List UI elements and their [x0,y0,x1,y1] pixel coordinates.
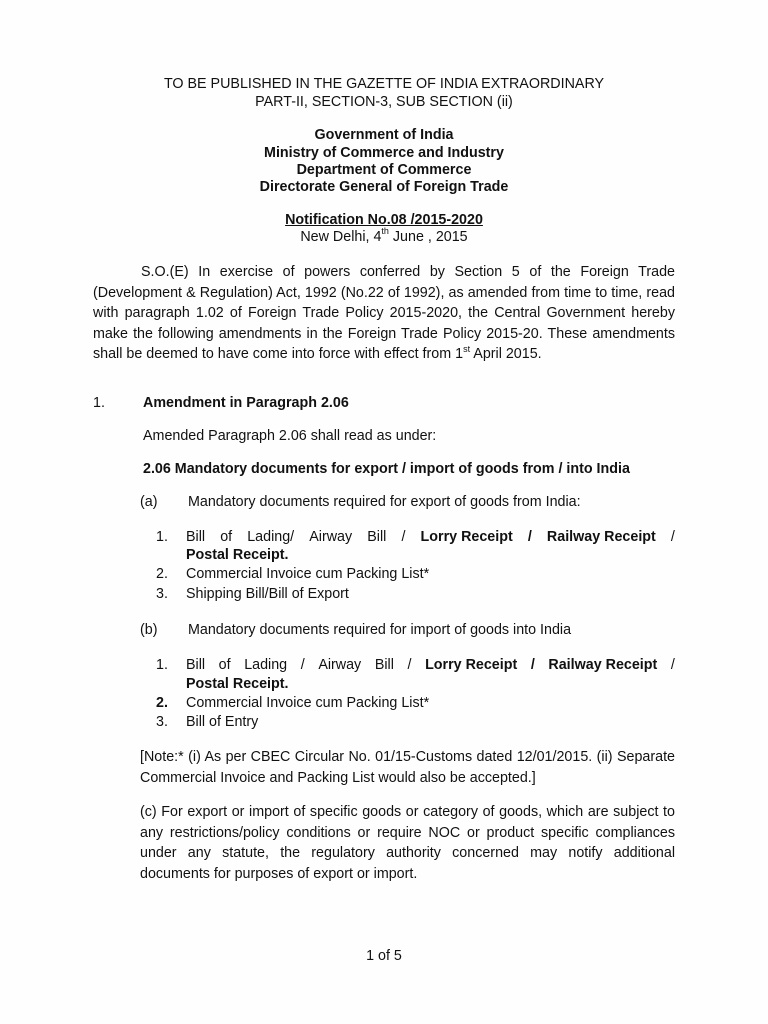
notification-place: New Delhi, 4 [300,229,382,245]
part-a-item1-line2: Postal Receipt. [186,547,289,563]
part-a-item3-text: Shipping Bill/Bill of Export [186,586,349,602]
part-a-item2-num: 2. [156,566,168,582]
part-a-item1-num: 1. [156,529,168,545]
word: Bill [186,657,206,673]
part-b-item2-num: 2. [156,695,168,711]
word: / [401,529,406,545]
lorry-receipt: Lorry Receipt [420,529,513,545]
preamble-tail: April 2015. [470,346,542,363]
word: / [300,657,305,673]
part-a-item2-text: Commercial Invoice cum Packing List* [186,566,430,582]
authority-government: Government of India [314,127,454,143]
part-b-text: Mandatory documents required for import of goods into India [188,622,572,638]
part-a-item1-line1 [186,529,675,545]
part-b-item2-text: Commercial Invoice cum Packing List* [186,695,430,711]
separator: / [527,529,532,545]
preamble-paragraph [93,262,675,365]
word: Bill [367,529,387,545]
railway-receipt: Railway Receipt [548,657,658,673]
lorry-receipt: Lorry Receipt [425,657,518,673]
note-paragraph: [Note:* (i) As per CBEC Circular No. 01/15-Customs dated 12/01/2015. (ii) Separate Commercial Invoice and Packing List would also be accepted.] [140,749,675,786]
notification-date [0,226,768,245]
part-a-text: Mandatory documents required for export of goods from India: [188,494,581,510]
part-c-paragraph: (c) For export or import of specific goods or category of goods, which are subject to any restrictions/policy conditions or require NOC or product specific compliances under any statute, the regulatory authority concerned may notify additional documents for purposes of export or import. [140,804,675,882]
notification-number: Notification No.08 /2015-2020 [285,212,483,228]
authority-directorate: Directorate General of Foreign Trade [259,179,509,195]
word: of [218,657,231,673]
section-number: 1. [93,395,105,411]
part-b-item3-num: 3. [156,714,168,730]
part-b-item1-num: 1. [156,657,168,673]
separator: / [670,529,675,545]
preamble-superscript: st [463,343,471,354]
part-a-label: (a) [140,494,158,510]
word: Airway [309,529,353,545]
gazette-header-line1: TO BE PUBLISHED IN THE GAZETTE OF INDIA EXTRAORDINARY [163,76,605,92]
paragraph-heading: 2.06 Mandatory documents for export / import of goods from / into India [143,461,630,477]
authority-ministry: Ministry of Commerce and Industry [264,145,504,161]
word: Airway [318,657,362,673]
part-b-item3-text: Bill of Entry [186,714,259,730]
gazette-header-line2: PART-II, SECTION-3, SUB SECTION (ii) [255,94,513,110]
separator: / [670,657,675,673]
preamble-text: S.O.(E) In exercise of powers conferred by Section 5 of the Foreign Trade (Development & Regulation) Act, 1992 (No.22 of 1992), as amended from time to time, read with paragraph 1.02 of Foreign Trade Policy 2015-2020, the Central Government hereby make the following amendments in the Foreign Trade Policy 2015-20. These amendments shall be deemed to have come into force with effect from 1 [93,264,675,363]
section-intro: Amended Paragraph 2.06 shall read as under: [143,428,437,444]
railway-receipt: Railway Receipt [546,529,656,545]
word: Bill [374,657,394,673]
word: of [220,529,233,545]
separator: / [530,657,535,673]
part-a-item3-num: 3. [156,586,168,602]
part-b-item1-line2: Postal Receipt. [186,676,289,692]
authority-department: Department of Commerce [296,162,472,178]
date-superscript: th [381,226,389,237]
section-title: Amendment in Paragraph 2.06 [143,395,349,411]
word: / [407,657,412,673]
part-b-item1-line1 [186,657,675,673]
notification-date-rest: June , 2015 [388,229,468,245]
word: Lading [244,657,288,673]
word: Lading/ [247,529,295,545]
word: Bill [186,529,206,545]
part-b-label: (b) [140,622,158,638]
page-number: 1 of 5 [366,948,402,964]
